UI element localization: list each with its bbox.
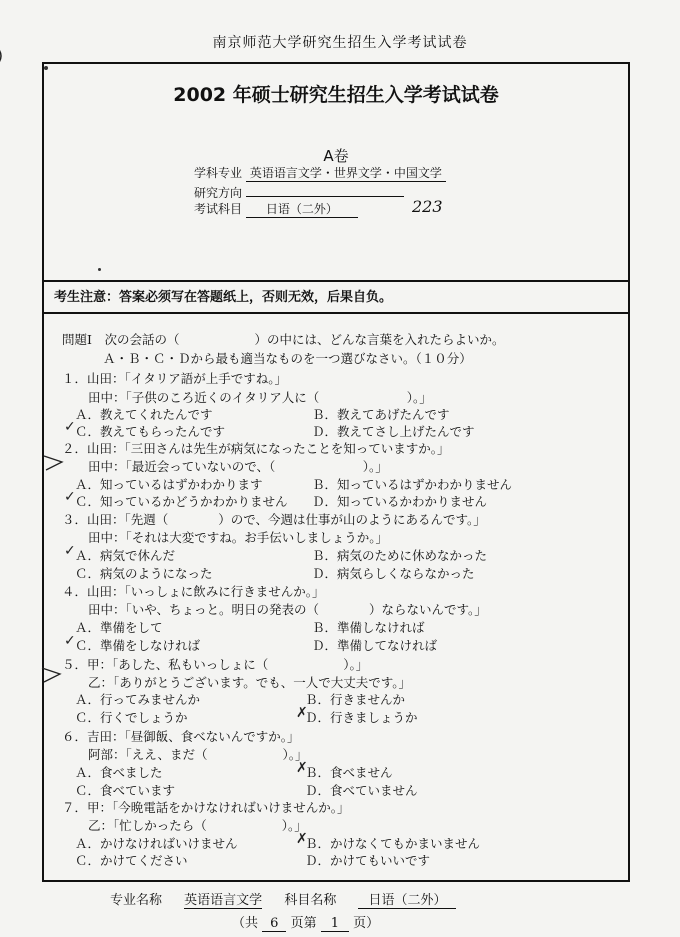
answer-mark-q1-icon: ✓ (64, 419, 76, 435)
q7-option-d: Ｄ．かけてもいいです (305, 853, 431, 868)
q3-line-b: 田中：「それは大変ですね。お手伝いしましょうか。」 (88, 530, 389, 545)
answer-mark-q6-icon: ✗ (296, 760, 308, 776)
subject-label: 学科专业 (194, 166, 243, 180)
q6-option-d: Ｄ．食べていません (305, 783, 418, 798)
q7-option-a: Ａ．かけなければいけません (75, 836, 238, 851)
q4-option-c: Ｃ．準備をしなければ (75, 638, 201, 653)
q4-option-b: Ｂ．準備しなければ (312, 620, 425, 635)
q6-option-b: Ｂ．食べません (305, 765, 393, 780)
margin-arrow-icon (40, 448, 70, 478)
subject-value: 英语语言文学・世界文学・中国文学 (246, 164, 446, 182)
footer-course-label: 科目名称 (284, 893, 337, 908)
q6-option-c: Ｃ．食べています (75, 783, 176, 798)
q1-option-d: Ｄ．教えてさし上げたんです (312, 424, 475, 439)
answer-mark-q2-icon: ✓ (64, 489, 76, 505)
course-code: 223 (412, 197, 443, 216)
course-value: 日语（二外） (246, 200, 358, 218)
q2-line-a: ２．山田：「三田さんは先生が病気になったことを知っていますか。」 (62, 441, 450, 456)
school-header: 南京师范大学研究生招生入学考试试卷 (212, 35, 468, 51)
q3-line-a: ３．山田：「先週（ ）ので、今週は仕事が山のようにあるんです。」 (62, 512, 486, 527)
volume-label: A卷 (323, 147, 349, 165)
scan-speck (44, 66, 48, 70)
page-prefix: （共 (232, 916, 259, 931)
q1-option-a: Ａ．教えてくれたんです (75, 407, 213, 422)
q4-option-a: Ａ．準備をして (75, 620, 163, 635)
q3-option-c: Ｃ．病気のようになった (75, 566, 213, 581)
footer-major-label: 专业名称 (110, 893, 163, 908)
q5-option-b: Ｂ．行きませんか (305, 692, 406, 707)
q1-line-b: 田中：「子供のころ近くのイタリア人に（ ）。」 (88, 390, 432, 405)
q1-option-c: Ｃ．教えてもらったんです (75, 424, 226, 439)
page-mid: 页第 (290, 916, 317, 931)
course-label: 考试科目 (194, 202, 243, 216)
edge-mark-icon (0, 44, 10, 70)
footer-course-value: 日语（二外） (358, 889, 456, 909)
current-page: 1 (321, 916, 349, 932)
scan-speck (98, 268, 101, 271)
q7-option-b: Ｂ．かけなくてもかまいません (305, 836, 481, 851)
divider-bottom (42, 312, 630, 314)
q5-line-b: 乙：「ありがとうございます。でも、一人で大丈夫です。」 (88, 675, 412, 690)
q6-line-a: ６．吉田：「昼御飯、食べないんですか。」 (62, 729, 300, 744)
q2-option-c: Ｃ．知っているかどうかわかりません (75, 494, 288, 509)
exam-title: 2002 年硕士研究生招生入学考试试卷 (173, 84, 499, 106)
answer-mark-q5-icon: ✗ (296, 705, 308, 721)
intro-line-2: Ａ・Ｂ・Ｃ・Ｄから最も適当なものを一つ選びなさい。（１０分） (103, 351, 472, 366)
q4-line-b: 田中：「いや、ちょっと。明日の発表の（ ）ならないんです。」 (88, 602, 487, 617)
answer-mark-q7-icon: ✗ (296, 831, 308, 847)
footer-major-value: 英语语言文学 (184, 889, 262, 909)
page-indicator (232, 912, 379, 932)
q6-line-b: 阿部：「ええ、まだ（ ）。」 (88, 747, 308, 762)
q1-option-b: Ｂ．教えてあげたんです (312, 407, 450, 422)
q7-line-b: 乙：「忙しかったら（ ）。」 (88, 818, 307, 833)
page-suffix: 页） (353, 916, 380, 931)
direction-blank (246, 182, 404, 197)
q7-line-a: ７．甲：「今晩電話をかけなければいけませんか。」 (62, 800, 350, 815)
total-pages: 6 (262, 916, 286, 932)
q6-option-a: Ａ．食べました (75, 765, 163, 780)
q2-option-b: Ｂ．知っているはずかわかりません (312, 477, 513, 492)
q3-option-b: Ｂ．病気のために休めなかった (312, 548, 488, 563)
q1-line-a: １．山田：「イタリア語が上手ですね。」 (62, 371, 288, 386)
intro-line-1: 問題Ⅰ 次の会話の（ ）の中には、どんな言葉を入れたらよいか。 (62, 332, 505, 347)
q2-option-d: Ｄ．知っているかわかりません (312, 494, 488, 509)
q3-option-a: Ａ．病気で休んだ (75, 548, 176, 563)
q3-option-d: Ｄ．病気らしくならなかった (312, 566, 475, 581)
q2-line-b: 田中：「最近会っていないので、（ ）。」 (88, 459, 388, 474)
answer-mark-q3-icon: ✓ (64, 543, 76, 559)
q4-option-d: Ｄ．準備してなければ (312, 638, 438, 653)
q5-option-c: Ｃ．行くでしょうか (75, 710, 188, 725)
answer-mark-q4-icon: ✓ (64, 633, 76, 649)
q4-line-a: ４．山田：「いっしょに飲みに行きませんか。」 (62, 584, 325, 599)
margin-arrow-icon (38, 660, 68, 690)
q2-option-a: Ａ．知っているはずかわかります (75, 477, 263, 492)
direction-label: 研究方向 (194, 186, 243, 200)
notice: 考生注意：答案必须写在答题纸上，否则无效，后果自负。 (54, 290, 393, 305)
q7-option-c: Ｃ．かけてください (75, 853, 188, 868)
direction-row (194, 182, 404, 201)
course-row (194, 200, 358, 218)
q5-option-d: Ｄ．行きましょうか (305, 710, 418, 725)
q5-option-a: Ａ．行ってみませんか (75, 692, 201, 707)
subject-row (194, 164, 446, 182)
divider-top (42, 280, 630, 282)
footer-row (110, 889, 456, 909)
q5-line-a: ５．甲：「あした、私もいっしょに（ ）。」 (62, 657, 369, 672)
